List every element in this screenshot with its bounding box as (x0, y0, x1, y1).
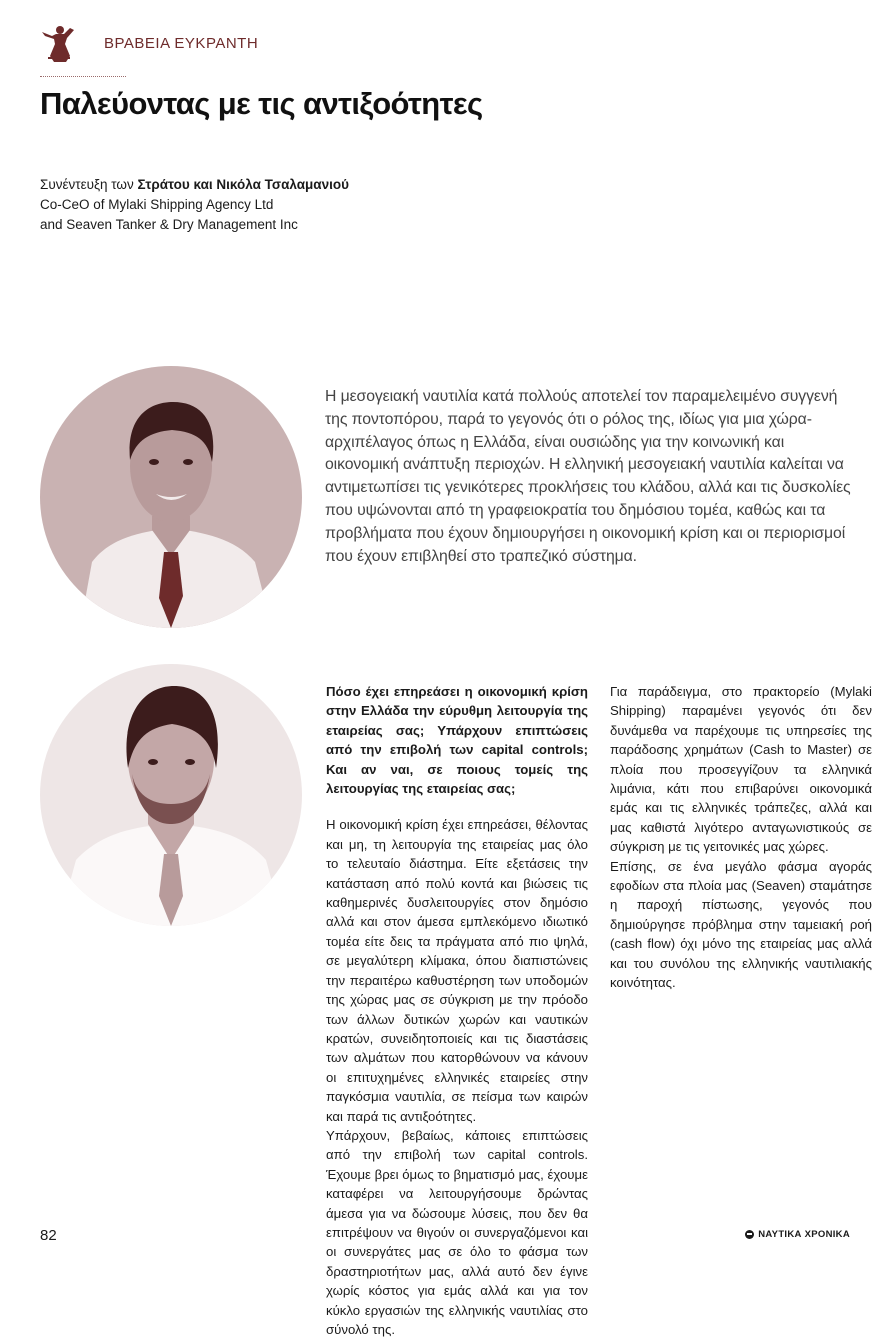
section-label: ΒΡΑΒΕΙΑ ΕΥΚΡΑΝΤΗ (104, 35, 259, 52)
answer-paragraph-1: Η οικονομική κρίση έχει επηρεάσει, θέλοντας και μη, τη λειτουργία της εταιρείας μας όλο το τελευταίο διάστημα. Είτε εξετάσεις την κατάσταση από πολύ κοντά και βιώσεις τις καθημερινές δυσλειτουργίες στον δημόσιο αλλά και στον άμεσα εμπλεκόμενο ιδιωτικό τομέα είτε δεις τα πράγματα από πιο ψηλά, σε μεγαλύτερη κλίμακα, όπου διαπιστώνεις την περαιτέρω καθυστέρηση των υποδομών της χώρας μας σε σύγκριση με την πρόοδο των άλλων δυτικών χωρών και ναυτικών κρατών, συνειδητοποιείς και τις διαστάσεις των αλμάτων που κατορθώνουν να κάνουν οι επιτυχημένες ελληνικές εταιρείες στην παγκόσμια ναυτιλία, σε πείσμα των καιρών και παρά τις αντιξοότητες. (326, 817, 588, 1124)
answer-paragraph-2: Υπάρχουν, βεβαίως, κάποιες επιπτώσεις από την επιβολή των capital controls. Έχουμε βρει όμως το βηματισμό μας, έχουμε καταφέρει να λειτουργήσουμε δρώντας άμεσα για να δώσουμε λύσεις, που δεν θα επιτρέψουν να θιγούν οι συνεργαζόμενοι και οι συνεργάτες μας σε όλο το φάσμα των δραστηριοτήτων μας, αλλά αυτό δεν έγινε χωρίς κόστος για εμάς αλλά και για τον κύκλο εργασιών της ελληνικής ναυτιλίας στο σύνολό της. (326, 1127, 588, 1337)
article-title: Παλεύοντας με τις αντιξοότητες (40, 86, 483, 121)
interview-byline (40, 175, 349, 195)
page-number: 82 (40, 1227, 57, 1244)
interview-credits (40, 175, 349, 235)
answer-paragraph-4: Επίσης, σε ένα μεγάλο φάσμα αγοράς εφοδίων στα πλοία μας (Seaven) σταμάτησε η παροχή πίστωσης, γεγονός που δημιούργησε πρόβλημα στην ταμειακή ροή (cash flow) όχι μόνο της εταιρείας μας αλλά και του συνόλου της ελληνικής ναυτιλιακής κοινότητας. (610, 858, 872, 991)
portrait-nikolas (40, 664, 302, 926)
text-column-right (610, 682, 872, 993)
interviewee-role-line-1: Co-CeO of Mylaki Shipping Agency Ltd (40, 197, 274, 212)
interview-question: Πόσο έχει επηρεάσει η οικονομική κρίση στην Ελλάδα την εύρυθμη λειτουργία της εταιρείας σας; Υπάρχουν επιπτώσεις από την επιβολή των capital controls; Και αν ναι, σε ποιους τομείς της λειτουργίας της εταιρείας σας; (326, 684, 588, 797)
answer-paragraph-3: Για παράδειγμα, στο πρακτορείο (Mylaki Shipping) παραμένει γεγονός ότι δεν δυνάμεθα να παρέχουμε τις υπηρεσίες της παράδοσης χρημάτων (Cash to Master) σε πλοία που προσεγγίζουν τα ελληνικά λιμάνια, κάτι που επιβαρύνει οικονομικά εμάς και τις ελληνικές τράπεζες, αλλά και μας καθιστά λιγότερο ανταγωνιστικούς σε σύγκριση με τις γειτονικές μας χώρες. (610, 684, 872, 855)
interviewee-role-line-2: and Seaven Tanker & Dry Management Inc (40, 217, 298, 232)
article-intro: Η μεσογειακή ναυτιλία κατά πολλούς αποτελεί τον παραμελειμένο συγγενή της ποντοπόρου, παρά το γεγονός ότι ο ρόλος της, ιδίως για μια χώρα-αρχιπέλαγος όπως η Ελλάδα, είναι ουσιώδης για την κοινωνική και οικονομική ανάπτυξη περιοχών. Η ελληνική μεσογειακή ναυτιλία καλείται να αντιμετωπίσει τις γενικότερες προκλήσεις του κλάδου, αλλά και τις δυσκολίες που υψώνονται από τη γραφειοκρατία του δημόσιου τομέα, καθώς και τα προβλήματα που έχουν δημιουργήσει η οικονομική κρίση και οι περιορισμοί που έχουν επιβληθεί στο τραπεζικό σύστημα. (325, 388, 851, 565)
brand-name: ΝΑΥΤΙΚΑ ΧΡΟΝΙΚΑ (758, 1229, 850, 1240)
header-divider (40, 76, 126, 77)
interviewee-names: Στράτου και Νικόλα Τσαλαμανιού (137, 177, 349, 192)
brand-logo-icon (745, 1230, 754, 1239)
footer-brand (745, 1229, 850, 1240)
portrait-stratos (40, 366, 302, 628)
interview-prefix: Συνέντευξη των (40, 177, 138, 192)
figure-statue-icon (40, 22, 78, 64)
text-column-left (326, 682, 588, 1339)
